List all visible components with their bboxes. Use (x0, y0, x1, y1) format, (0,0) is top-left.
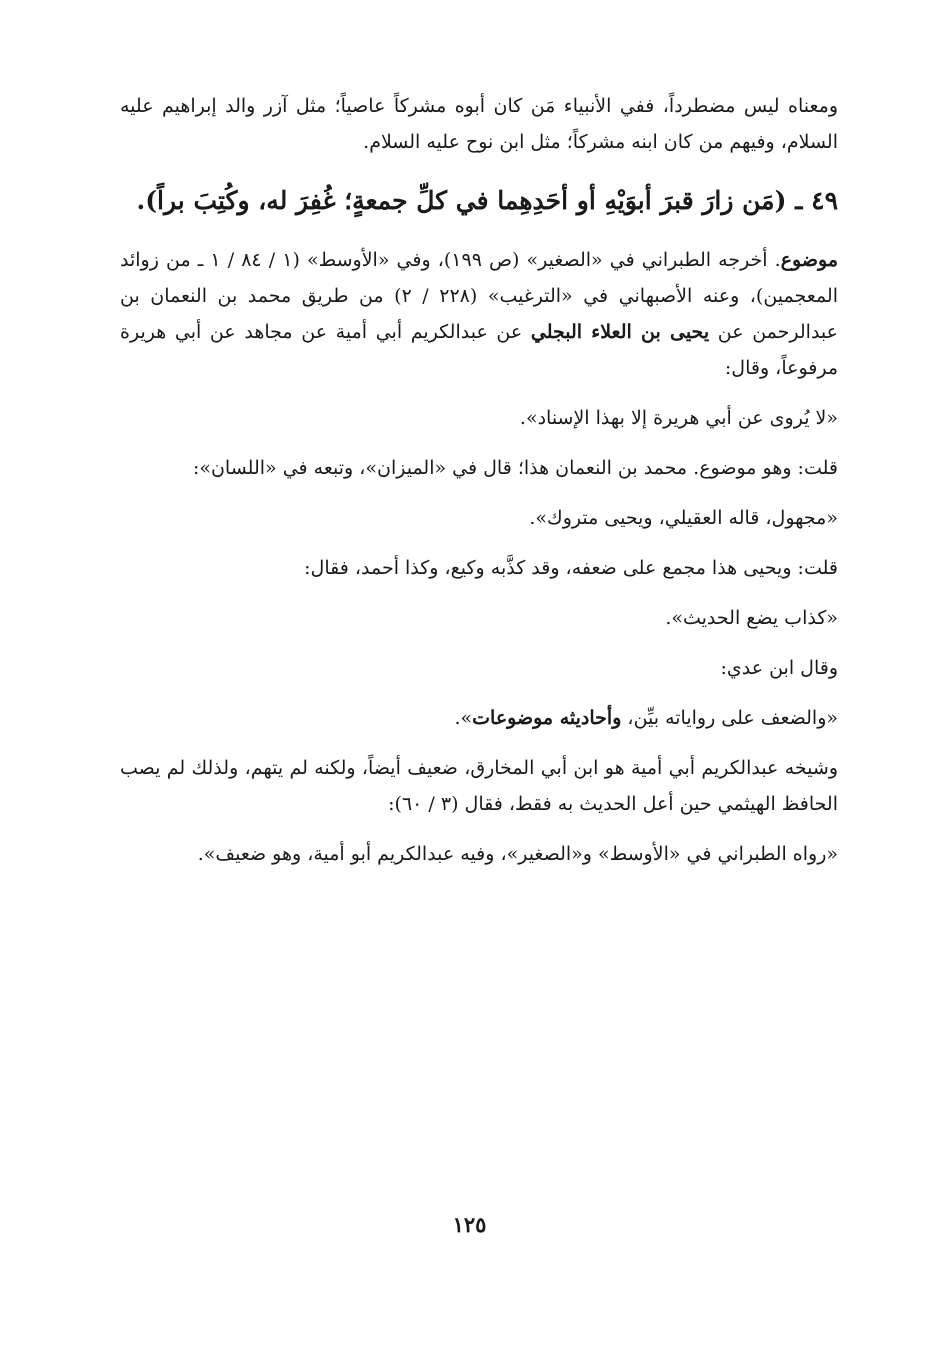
quote-mizan: «مجهول، قاله العقيلي، ويحيى متروك». (529, 507, 838, 529)
page-body (120, 88, 838, 886)
quote-haythami: «رواه الطبراني في «الأوسط» و«الصغير»، وفيه عبدالكريم أبو أمية، وهو ضعيف». (197, 843, 838, 865)
paragraph-takhrij (120, 242, 838, 386)
page-number: ١٢٥ (452, 1212, 487, 1237)
narrator-name: يحيى بن العلاء البجلي (530, 321, 710, 343)
paragraph-comment-2: قلت: ويحيى هذا مجمع على ضعفه، وقد كذَّبه وكيع، وكذا أحمد، فقال: (304, 557, 838, 579)
quote-tabarani: «لا يُروى عن أبي هريرة إلا بهذا الإسناد». (519, 407, 838, 429)
hadith-heading: ٤٩ ـ (مَن زارَ قبرَ أبوَيْهِ أو أحَدِهِما في كلِّ جمعةٍ؛ غُفِرَ له، وكُتِبَ براً). (136, 186, 838, 215)
takhrij-text-a: . أخرجه الطبراني في «الصغير» (ص ١٩٩)، وفي «الأوسط» (١ / ٨٤ / ١ ـ من زوائد المعجمين)، وعنه الأصبهاني في «الترغيب» (٢٢٨ / ٢) من طريق محمد بن النعمان بن عبدالرحمن عن (120, 249, 838, 343)
paragraph-comment-1: قلت: وهو موضوع. محمد بن النعمان هذا؛ قال في «الميزان»، وتبعه في «اللسان»: (192, 457, 838, 479)
ruling-label: موضوع (780, 249, 838, 271)
paragraph-intro: ومعناه ليس مضطرداً، ففي الأنبياء مَن كان أبوه مشركاً عاصياً؛ مثل آزر والد إبراهيم عليه السلام، وفيهم من كان ابنه مشركاً؛ مثل ابن نوح عليه السلام. (120, 95, 838, 153)
quote-ibn-adi-a: «والضعف على رواياته بيِّن، (621, 707, 838, 729)
quote-ibn-adi (120, 700, 838, 736)
quote-ibn-adi-b: ». (454, 707, 473, 729)
quote-ibn-adi-bold: وأحاديثه موضوعات (472, 707, 622, 729)
takhrij-text-b: عن عبدالكريم أبي أمية عن مجاهد عن أبي هريرة مرفوعاً، وقال: (120, 321, 838, 379)
paragraph-shaykh: وشيخه عبدالكريم أبي أمية هو ابن أبي المخارق، ضعيف أيضاً، ولكنه لم يتهم، ولذلك لم يصب الحافظ الهيثمي حين أعل الحديث به فقط، فقال (٣ / ٦٠): (120, 757, 838, 815)
paragraph-ibn-adi: وقال ابن عدي: (720, 657, 838, 679)
quote-ahmad: «كذاب يضع الحديث». (665, 607, 838, 629)
